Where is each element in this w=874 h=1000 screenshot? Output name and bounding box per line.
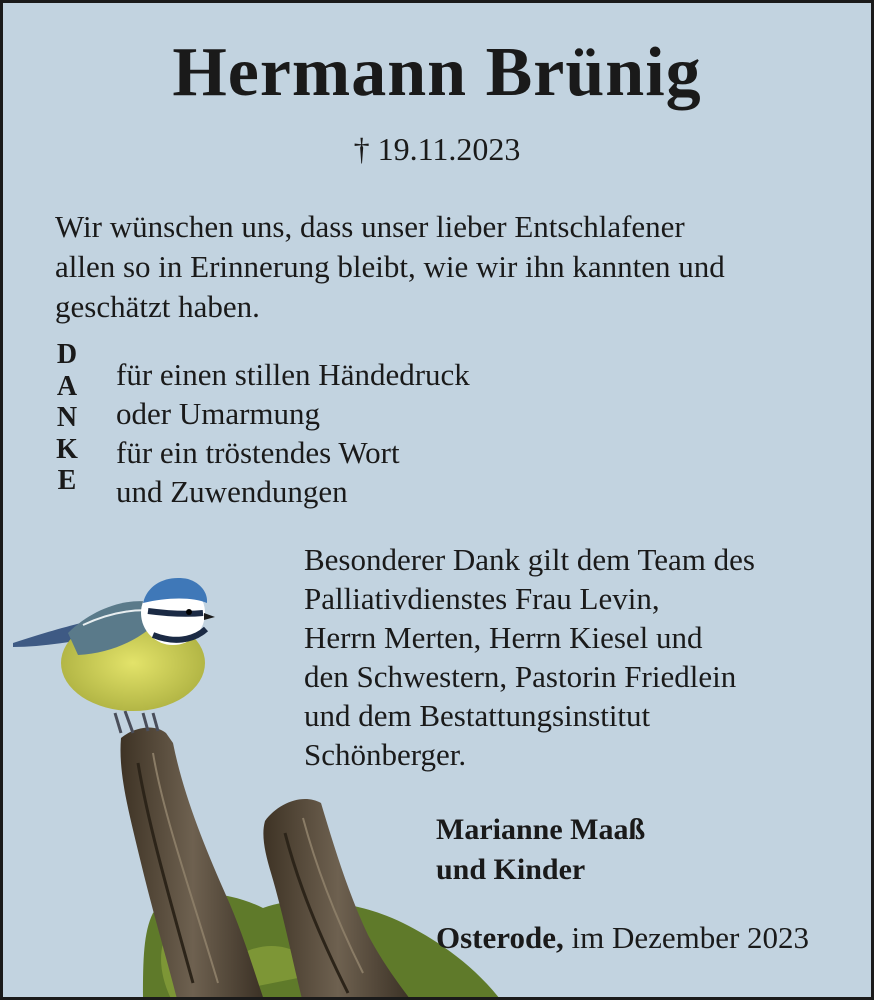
thanks-line: oder Umarmung	[116, 396, 321, 431]
special-line: den Schwestern, Pastorin Friedlein	[304, 659, 737, 694]
intro-text	[55, 207, 835, 327]
danke-letter: K	[56, 433, 78, 465]
intro-line: Wir wünschen uns, dass unser lieber Entschlafener	[55, 209, 685, 244]
special-line: und dem Bestattungsinstitut	[304, 698, 651, 733]
thanks-line: für ein tröstendes Wort	[116, 435, 400, 470]
place-and-date	[436, 918, 809, 958]
signature-line: Marianne Maaß	[436, 813, 646, 846]
danke-letter: D	[56, 339, 78, 370]
signature	[436, 810, 645, 890]
intro-line: geschätzt haben.	[55, 289, 260, 324]
cross-icon: †	[353, 131, 370, 167]
date-text: im Dezember 2023	[571, 920, 810, 955]
danke-letter: N	[56, 402, 78, 433]
deceased-name: Hermann Brünig	[172, 34, 702, 111]
special-line: Herrn Merten, Herrn Kiesel und	[304, 620, 703, 655]
thanks-list	[116, 355, 470, 511]
danke-letter: A	[56, 370, 78, 402]
signature-line: und Kinder	[436, 853, 586, 886]
danke-letter: E	[57, 465, 77, 496]
place-name: Osterode,	[436, 920, 564, 955]
death-date	[3, 129, 871, 169]
danke-vertical-word	[53, 339, 81, 497]
thanks-line: und Zuwendungen	[116, 474, 348, 509]
special-line: Schönberger.	[304, 737, 467, 772]
special-line: Besonderer Dank gilt dem Team des	[304, 542, 755, 577]
intro-line: allen so in Erinnerung bleibt, wie wir ihn kannten und	[55, 249, 725, 284]
thanks-line: für einen stillen Händedruck	[116, 357, 470, 392]
special-line: Palliativdienstes Frau Levin,	[304, 581, 660, 616]
special-thanks	[304, 540, 755, 774]
death-date-value: 19.11.2023	[377, 131, 521, 167]
